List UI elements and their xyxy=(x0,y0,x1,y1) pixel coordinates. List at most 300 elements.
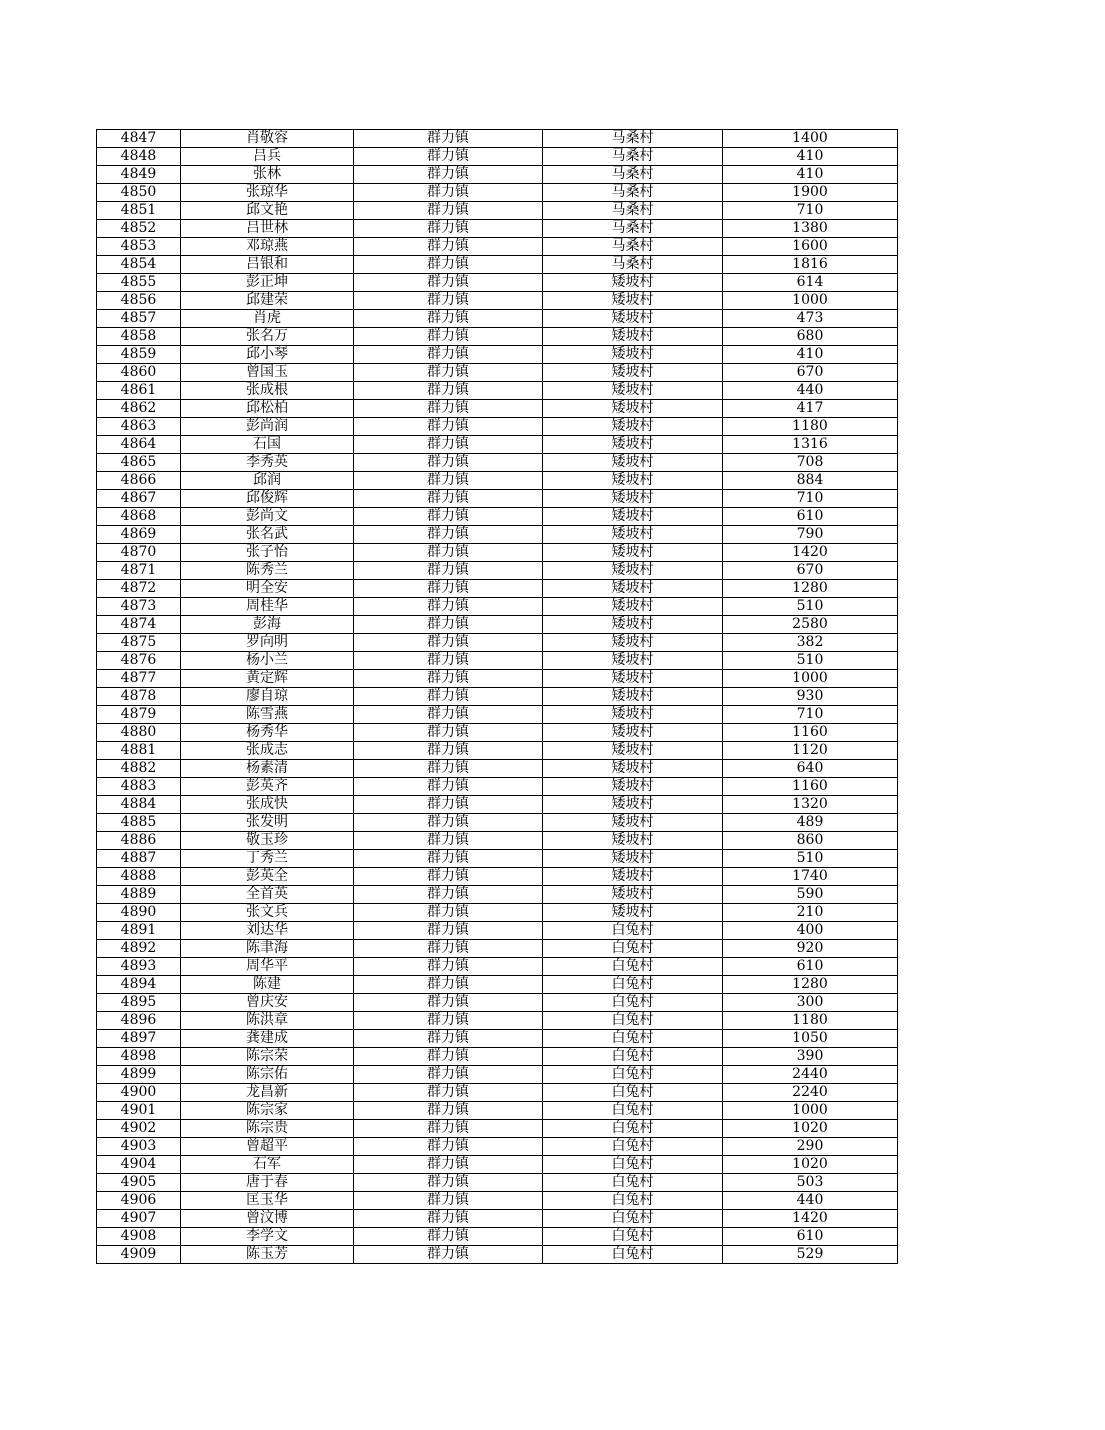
name-cell: 邱建荣 xyxy=(181,292,354,310)
name-cell: 吕兵 xyxy=(181,148,354,166)
village-cell: 矮坡村 xyxy=(543,472,723,490)
table-row xyxy=(97,382,898,400)
row-number-cell: 4855 xyxy=(97,274,181,292)
town-cell: 群力镇 xyxy=(354,976,543,994)
village-cell: 矮坡村 xyxy=(543,724,723,742)
village-cell: 矮坡村 xyxy=(543,580,723,598)
town-cell: 群力镇 xyxy=(354,202,543,220)
table-row xyxy=(97,400,898,418)
town-cell: 群力镇 xyxy=(354,1048,543,1066)
amount-cell: 1320 xyxy=(723,796,898,814)
amount-cell: 1180 xyxy=(723,1012,898,1030)
town-cell: 群力镇 xyxy=(354,1066,543,1084)
name-cell: 彭尚文 xyxy=(181,508,354,526)
row-number-cell: 4893 xyxy=(97,958,181,976)
row-number-cell: 4859 xyxy=(97,346,181,364)
town-cell: 群力镇 xyxy=(354,1192,543,1210)
village-cell: 矮坡村 xyxy=(543,544,723,562)
amount-cell: 1160 xyxy=(723,724,898,742)
village-cell: 白兔村 xyxy=(543,994,723,1012)
amount-cell: 390 xyxy=(723,1048,898,1066)
village-cell: 白兔村 xyxy=(543,1012,723,1030)
row-number-cell: 4897 xyxy=(97,1030,181,1048)
town-cell: 群力镇 xyxy=(354,688,543,706)
village-cell: 矮坡村 xyxy=(543,292,723,310)
amount-cell: 510 xyxy=(723,598,898,616)
amount-cell: 710 xyxy=(723,490,898,508)
amount-cell: 400 xyxy=(723,922,898,940)
amount-cell: 680 xyxy=(723,328,898,346)
amount-cell: 1000 xyxy=(723,292,898,310)
row-number-cell: 4881 xyxy=(97,742,181,760)
name-cell: 陈宗贵 xyxy=(181,1120,354,1138)
town-cell: 群力镇 xyxy=(354,472,543,490)
amount-cell: 510 xyxy=(723,652,898,670)
table-row xyxy=(97,364,898,382)
town-cell: 群力镇 xyxy=(354,184,543,202)
row-number-cell: 4892 xyxy=(97,940,181,958)
amount-cell: 1740 xyxy=(723,868,898,886)
amount-cell: 2240 xyxy=(723,1084,898,1102)
row-number-cell: 4902 xyxy=(97,1120,181,1138)
row-number-cell: 4850 xyxy=(97,184,181,202)
town-cell: 群力镇 xyxy=(354,904,543,922)
town-cell: 群力镇 xyxy=(354,1246,543,1264)
name-cell: 吕银和 xyxy=(181,256,354,274)
row-number-cell: 4856 xyxy=(97,292,181,310)
town-cell: 群力镇 xyxy=(354,580,543,598)
row-number-cell: 4876 xyxy=(97,652,181,670)
row-number-cell: 4890 xyxy=(97,904,181,922)
town-cell: 群力镇 xyxy=(354,310,543,328)
amount-cell: 1000 xyxy=(723,1102,898,1120)
row-number-cell: 4857 xyxy=(97,310,181,328)
village-cell: 矮坡村 xyxy=(543,526,723,544)
table-row xyxy=(97,1174,898,1192)
name-cell: 石军 xyxy=(181,1156,354,1174)
row-number-cell: 4863 xyxy=(97,418,181,436)
row-number-cell: 4880 xyxy=(97,724,181,742)
village-cell: 矮坡村 xyxy=(543,274,723,292)
village-cell: 矮坡村 xyxy=(543,760,723,778)
row-number-cell: 4878 xyxy=(97,688,181,706)
table-row xyxy=(97,814,898,832)
row-number-cell: 4852 xyxy=(97,220,181,238)
table-row xyxy=(97,292,898,310)
village-cell: 矮坡村 xyxy=(543,652,723,670)
town-cell: 群力镇 xyxy=(354,562,543,580)
town-cell: 群力镇 xyxy=(354,724,543,742)
town-cell: 群力镇 xyxy=(354,922,543,940)
row-number-cell: 4901 xyxy=(97,1102,181,1120)
table-row xyxy=(97,1228,898,1246)
name-cell: 黄定辉 xyxy=(181,670,354,688)
table-row xyxy=(97,1084,898,1102)
amount-cell: 708 xyxy=(723,454,898,472)
row-number-cell: 4884 xyxy=(97,796,181,814)
village-cell: 白兔村 xyxy=(543,1138,723,1156)
table-row xyxy=(97,1102,898,1120)
amount-cell: 920 xyxy=(723,940,898,958)
row-number-cell: 4872 xyxy=(97,580,181,598)
town-cell: 群力镇 xyxy=(354,634,543,652)
town-cell: 群力镇 xyxy=(354,616,543,634)
amount-cell: 2580 xyxy=(723,616,898,634)
village-cell: 矮坡村 xyxy=(543,742,723,760)
town-cell: 群力镇 xyxy=(354,292,543,310)
amount-cell: 710 xyxy=(723,202,898,220)
name-cell: 邓琼燕 xyxy=(181,238,354,256)
name-cell: 杨素清 xyxy=(181,760,354,778)
table-row xyxy=(97,1138,898,1156)
village-cell: 矮坡村 xyxy=(543,616,723,634)
table-row xyxy=(97,1246,898,1264)
row-number-cell: 4858 xyxy=(97,328,181,346)
village-cell: 白兔村 xyxy=(543,1066,723,1084)
table-row xyxy=(97,688,898,706)
amount-cell: 382 xyxy=(723,634,898,652)
village-cell: 矮坡村 xyxy=(543,634,723,652)
amount-cell: 1020 xyxy=(723,1156,898,1174)
town-cell: 群力镇 xyxy=(354,148,543,166)
town-cell: 群力镇 xyxy=(354,670,543,688)
row-number-cell: 4889 xyxy=(97,886,181,904)
town-cell: 群力镇 xyxy=(354,418,543,436)
village-cell: 马桑村 xyxy=(543,148,723,166)
name-cell: 张成根 xyxy=(181,382,354,400)
village-cell: 白兔村 xyxy=(543,1084,723,1102)
amount-cell: 1280 xyxy=(723,580,898,598)
town-cell: 群力镇 xyxy=(354,1012,543,1030)
row-number-cell: 4861 xyxy=(97,382,181,400)
village-cell: 白兔村 xyxy=(543,1048,723,1066)
amount-cell: 1600 xyxy=(723,238,898,256)
row-number-cell: 4868 xyxy=(97,508,181,526)
amount-cell: 417 xyxy=(723,400,898,418)
row-number-cell: 4874 xyxy=(97,616,181,634)
table-row xyxy=(97,652,898,670)
town-cell: 群力镇 xyxy=(354,1228,543,1246)
name-cell: 陈玉芳 xyxy=(181,1246,354,1264)
name-cell: 肖敬容 xyxy=(181,130,354,148)
name-cell: 张名武 xyxy=(181,526,354,544)
amount-cell: 440 xyxy=(723,1192,898,1210)
village-cell: 矮坡村 xyxy=(543,328,723,346)
village-cell: 白兔村 xyxy=(543,1174,723,1192)
row-number-cell: 4898 xyxy=(97,1048,181,1066)
name-cell: 陈宗荣 xyxy=(181,1048,354,1066)
amount-cell: 300 xyxy=(723,994,898,1012)
row-number-cell: 4908 xyxy=(97,1228,181,1246)
town-cell: 群力镇 xyxy=(354,760,543,778)
village-cell: 矮坡村 xyxy=(543,490,723,508)
table-row xyxy=(97,1048,898,1066)
town-cell: 群力镇 xyxy=(354,868,543,886)
town-cell: 群力镇 xyxy=(354,400,543,418)
row-number-cell: 4888 xyxy=(97,868,181,886)
village-cell: 矮坡村 xyxy=(543,508,723,526)
amount-cell: 410 xyxy=(723,148,898,166)
table-row xyxy=(97,562,898,580)
name-cell: 邱文艳 xyxy=(181,202,354,220)
row-number-cell: 4869 xyxy=(97,526,181,544)
amount-cell: 1816 xyxy=(723,256,898,274)
table-row xyxy=(97,418,898,436)
name-cell: 陈洪章 xyxy=(181,1012,354,1030)
table-row xyxy=(97,670,898,688)
village-cell: 矮坡村 xyxy=(543,886,723,904)
name-cell: 彭海 xyxy=(181,616,354,634)
table-row xyxy=(97,130,898,148)
amount-cell: 1380 xyxy=(723,220,898,238)
village-cell: 矮坡村 xyxy=(543,400,723,418)
row-number-cell: 4895 xyxy=(97,994,181,1012)
table-row xyxy=(97,436,898,454)
village-cell: 马桑村 xyxy=(543,256,723,274)
row-number-cell: 4907 xyxy=(97,1210,181,1228)
table-row xyxy=(97,940,898,958)
name-cell: 彭英全 xyxy=(181,868,354,886)
amount-cell: 489 xyxy=(723,814,898,832)
table-row xyxy=(97,220,898,238)
village-cell: 矮坡村 xyxy=(543,382,723,400)
row-number-cell: 4870 xyxy=(97,544,181,562)
amount-cell: 614 xyxy=(723,274,898,292)
row-number-cell: 4860 xyxy=(97,364,181,382)
table-row xyxy=(97,1156,898,1174)
village-cell: 矮坡村 xyxy=(543,688,723,706)
village-cell: 白兔村 xyxy=(543,1156,723,1174)
amount-cell: 1420 xyxy=(723,1210,898,1228)
table-row xyxy=(97,922,898,940)
name-cell: 张发明 xyxy=(181,814,354,832)
name-cell: 罗向明 xyxy=(181,634,354,652)
name-cell: 李学文 xyxy=(181,1228,354,1246)
name-cell: 陈秀兰 xyxy=(181,562,354,580)
table-row xyxy=(97,994,898,1012)
town-cell: 群力镇 xyxy=(354,508,543,526)
row-number-cell: 4899 xyxy=(97,1066,181,1084)
name-cell: 张名万 xyxy=(181,328,354,346)
village-cell: 矮坡村 xyxy=(543,364,723,382)
town-cell: 群力镇 xyxy=(354,832,543,850)
town-cell: 群力镇 xyxy=(354,706,543,724)
amount-cell: 473 xyxy=(723,310,898,328)
table-row xyxy=(97,760,898,778)
table-row xyxy=(97,346,898,364)
name-cell: 张成志 xyxy=(181,742,354,760)
town-cell: 群力镇 xyxy=(354,850,543,868)
town-cell: 群力镇 xyxy=(354,544,543,562)
name-cell: 曾国玉 xyxy=(181,364,354,382)
data-sheet xyxy=(96,129,898,1264)
row-number-cell: 4851 xyxy=(97,202,181,220)
town-cell: 群力镇 xyxy=(354,1084,543,1102)
town-cell: 群力镇 xyxy=(354,994,543,1012)
amount-cell: 610 xyxy=(723,1228,898,1246)
town-cell: 群力镇 xyxy=(354,796,543,814)
row-number-cell: 4847 xyxy=(97,130,181,148)
name-cell: 张文兵 xyxy=(181,904,354,922)
row-number-cell: 4883 xyxy=(97,778,181,796)
row-number-cell: 4867 xyxy=(97,490,181,508)
amount-cell: 1160 xyxy=(723,778,898,796)
amount-cell: 1400 xyxy=(723,130,898,148)
row-number-cell: 4875 xyxy=(97,634,181,652)
village-cell: 白兔村 xyxy=(543,1120,723,1138)
table-row xyxy=(97,238,898,256)
name-cell: 邱润 xyxy=(181,472,354,490)
row-number-cell: 4849 xyxy=(97,166,181,184)
village-cell: 白兔村 xyxy=(543,1210,723,1228)
table-row xyxy=(97,796,898,814)
village-cell: 矮坡村 xyxy=(543,436,723,454)
amount-cell: 503 xyxy=(723,1174,898,1192)
table-row xyxy=(97,1192,898,1210)
village-cell: 矮坡村 xyxy=(543,904,723,922)
village-cell: 白兔村 xyxy=(543,1030,723,1048)
table-row xyxy=(97,958,898,976)
table-row xyxy=(97,184,898,202)
name-cell: 邱松柏 xyxy=(181,400,354,418)
town-cell: 群力镇 xyxy=(354,652,543,670)
name-cell: 明全安 xyxy=(181,580,354,598)
town-cell: 群力镇 xyxy=(354,1120,543,1138)
amount-cell: 1316 xyxy=(723,436,898,454)
village-cell: 白兔村 xyxy=(543,976,723,994)
town-cell: 群力镇 xyxy=(354,778,543,796)
row-number-cell: 4864 xyxy=(97,436,181,454)
row-number-cell: 4885 xyxy=(97,814,181,832)
name-cell: 石国 xyxy=(181,436,354,454)
amount-cell: 860 xyxy=(723,832,898,850)
town-cell: 群力镇 xyxy=(354,490,543,508)
town-cell: 群力镇 xyxy=(354,1030,543,1048)
name-cell: 肖虎 xyxy=(181,310,354,328)
row-number-cell: 4879 xyxy=(97,706,181,724)
amount-cell: 670 xyxy=(723,364,898,382)
table-row xyxy=(97,904,898,922)
name-cell: 杨小兰 xyxy=(181,652,354,670)
name-cell: 李秀英 xyxy=(181,454,354,472)
name-cell: 丁秀兰 xyxy=(181,850,354,868)
table-row xyxy=(97,742,898,760)
town-cell: 群力镇 xyxy=(354,130,543,148)
row-number-cell: 4896 xyxy=(97,1012,181,1030)
name-cell: 曾超平 xyxy=(181,1138,354,1156)
table-row xyxy=(97,778,898,796)
name-cell: 张林 xyxy=(181,166,354,184)
name-cell: 廖自琼 xyxy=(181,688,354,706)
village-cell: 白兔村 xyxy=(543,958,723,976)
table-row xyxy=(97,724,898,742)
name-cell: 彭英齐 xyxy=(181,778,354,796)
village-cell: 矮坡村 xyxy=(543,706,723,724)
town-cell: 群力镇 xyxy=(354,274,543,292)
name-cell: 吕世林 xyxy=(181,220,354,238)
row-number-cell: 4906 xyxy=(97,1192,181,1210)
table-row xyxy=(97,274,898,292)
village-cell: 矮坡村 xyxy=(543,796,723,814)
town-cell: 群力镇 xyxy=(354,940,543,958)
village-cell: 白兔村 xyxy=(543,1228,723,1246)
village-cell: 白兔村 xyxy=(543,922,723,940)
town-cell: 群力镇 xyxy=(354,454,543,472)
table-row xyxy=(97,976,898,994)
village-cell: 矮坡村 xyxy=(543,310,723,328)
amount-cell: 640 xyxy=(723,760,898,778)
town-cell: 群力镇 xyxy=(354,436,543,454)
row-number-cell: 4903 xyxy=(97,1138,181,1156)
village-cell: 矮坡村 xyxy=(543,454,723,472)
amount-cell: 590 xyxy=(723,886,898,904)
table-row xyxy=(97,1210,898,1228)
town-cell: 群力镇 xyxy=(354,1210,543,1228)
town-cell: 群力镇 xyxy=(354,382,543,400)
table-row xyxy=(97,544,898,562)
amount-cell: 1180 xyxy=(723,418,898,436)
amount-cell: 1050 xyxy=(723,1030,898,1048)
town-cell: 群力镇 xyxy=(354,1138,543,1156)
table-row xyxy=(97,706,898,724)
name-cell: 张琼华 xyxy=(181,184,354,202)
table-row xyxy=(97,256,898,274)
town-cell: 群力镇 xyxy=(354,1174,543,1192)
amount-cell: 930 xyxy=(723,688,898,706)
name-cell: 龙昌新 xyxy=(181,1084,354,1102)
table-row xyxy=(97,616,898,634)
row-number-cell: 4904 xyxy=(97,1156,181,1174)
town-cell: 群力镇 xyxy=(354,814,543,832)
amount-cell: 670 xyxy=(723,562,898,580)
village-cell: 矮坡村 xyxy=(543,868,723,886)
table-row xyxy=(97,454,898,472)
name-cell: 刘达华 xyxy=(181,922,354,940)
town-cell: 群力镇 xyxy=(354,328,543,346)
town-cell: 群力镇 xyxy=(354,256,543,274)
table-row xyxy=(97,832,898,850)
village-cell: 马桑村 xyxy=(543,130,723,148)
name-cell: 龚建成 xyxy=(181,1030,354,1048)
name-cell: 彭正坤 xyxy=(181,274,354,292)
table-row xyxy=(97,508,898,526)
village-cell: 马桑村 xyxy=(543,202,723,220)
amount-cell: 710 xyxy=(723,706,898,724)
town-cell: 群力镇 xyxy=(354,958,543,976)
name-cell: 张成快 xyxy=(181,796,354,814)
name-cell: 邱俊辉 xyxy=(181,490,354,508)
town-cell: 群力镇 xyxy=(354,886,543,904)
name-cell: 敬玉珍 xyxy=(181,832,354,850)
amount-cell: 610 xyxy=(723,508,898,526)
table-row xyxy=(97,148,898,166)
amount-cell: 440 xyxy=(723,382,898,400)
town-cell: 群力镇 xyxy=(354,1156,543,1174)
amount-cell: 1120 xyxy=(723,742,898,760)
village-cell: 矮坡村 xyxy=(543,562,723,580)
table-row xyxy=(97,202,898,220)
amount-cell: 2440 xyxy=(723,1066,898,1084)
table-row xyxy=(97,310,898,328)
name-cell: 彭尚润 xyxy=(181,418,354,436)
amount-cell: 884 xyxy=(723,472,898,490)
table-row xyxy=(97,850,898,868)
name-cell: 陈聿海 xyxy=(181,940,354,958)
row-number-cell: 4887 xyxy=(97,850,181,868)
town-cell: 群力镇 xyxy=(354,526,543,544)
name-cell: 杨秀华 xyxy=(181,724,354,742)
village-cell: 矮坡村 xyxy=(543,778,723,796)
